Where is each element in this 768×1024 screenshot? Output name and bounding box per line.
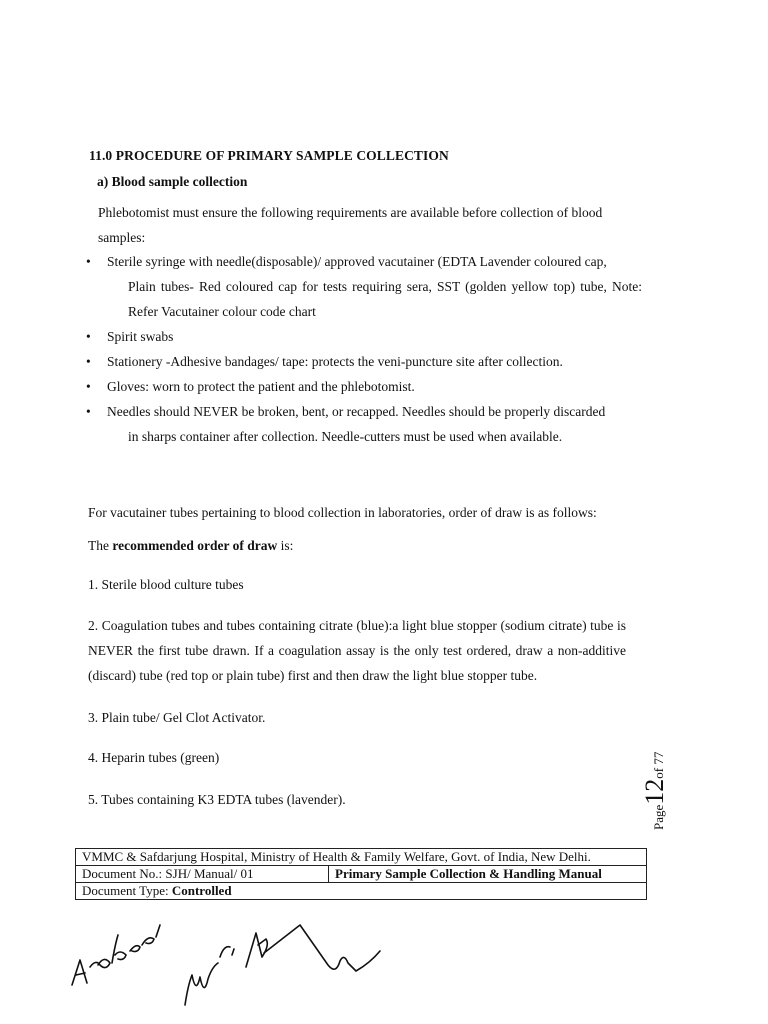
- draw-order-item: 3. Plain tube/ Gel Clot Activator.: [88, 710, 266, 725]
- section-title: 11.0 PROCEDURE OF PRIMARY SAMPLE COLLECTION: [89, 148, 449, 163]
- document-footer-table: [75, 848, 647, 900]
- handwritten-signatures: [60, 905, 420, 1015]
- requirement-item: [82, 374, 642, 399]
- requirement-item: [82, 324, 642, 349]
- recommended-bold: recommended order of draw: [112, 538, 278, 553]
- requirement-continuation: in sharps container after collection. Needle-cutters must be used when available.: [128, 429, 563, 444]
- doc-type-label: Document Type:: [82, 883, 172, 898]
- footer-manual-title: Primary Sample Collection & Handling Manual: [329, 866, 647, 883]
- recommended-order-heading: [88, 533, 293, 558]
- doc-type-value: Controlled: [171, 883, 232, 898]
- requirement-first-line: Spirit swabs: [107, 329, 174, 344]
- requirement-first-line: Needles should NEVER be broken, bent, or recapped. Needles should be properly discarded: [107, 404, 606, 419]
- signature-aradhana: [72, 925, 160, 985]
- intro-paragraph: Phlebotomist must ensure the following requirements are available before collection of blood samples:: [98, 205, 603, 245]
- recommended-pre: The: [88, 538, 113, 553]
- requirement-first-line: Stationery -Adhesive bandages/ tape: protects the veni-puncture site after collection.: [107, 354, 563, 369]
- bullet-icon: •: [86, 329, 91, 344]
- footer-doc-number: Document No.: SJH/ Manual/ 01: [76, 866, 329, 883]
- draw-order-item: 5. Tubes containing K3 EDTA tubes (lavender).: [88, 792, 346, 807]
- footer-institution: VMMC & Safdarjung Hospital, Ministry of Health & Family Welfare, Govt. of India, New Delhi.: [76, 849, 647, 866]
- requirement-continuation: Plain tubes- Red coloured cap for tests requiring sera, SST (golden yellow top) tube, Note: Refer Vacutainer colour code chart: [128, 279, 642, 319]
- bullet-icon: •: [86, 404, 91, 419]
- draw-order-item: 4. Heparin tubes (green): [88, 750, 220, 765]
- requirement-first-line: Gloves: worn to protect the patient and the phlebotomist.: [107, 379, 415, 394]
- bullet-icon: •: [86, 254, 91, 269]
- requirement-item: [82, 349, 642, 374]
- draw-order-item: 2. Coagulation tubes and tubes containing citrate (blue):a light blue stopper (sodium citrate) tube is NEVER the first tube drawn. If a coagulation assay is the only test ordered, draw a non-additive (discard) tube (red top or plain tube) first and then draw the light blue stopper tube.: [88, 618, 626, 683]
- requirement-item: [82, 399, 642, 449]
- bullet-icon: •: [86, 379, 91, 394]
- requirements-list: [82, 249, 642, 449]
- page-number: [640, 752, 670, 830]
- subsection-title: a) Blood sample collection: [97, 174, 248, 189]
- requirement-first-line: Sterile syringe with needle(disposable)/ approved vacutainer (EDTA Lavender coloured cap,: [107, 254, 607, 269]
- page-prefix: Page: [651, 804, 666, 830]
- page-current: 12: [640, 778, 669, 805]
- recommended-post: is:: [277, 538, 294, 553]
- bullet-icon: •: [86, 354, 91, 369]
- page-total: of 77: [651, 751, 666, 779]
- vacutainer-intro: For vacutainer tubes pertaining to blood collection in laboratories, order of draw is as follows:: [88, 505, 597, 520]
- draw-order-item: 1. Sterile blood culture tubes: [88, 577, 244, 592]
- signature-second: [185, 925, 380, 1005]
- requirement-item: [82, 249, 642, 324]
- footer-doc-type: [76, 883, 647, 900]
